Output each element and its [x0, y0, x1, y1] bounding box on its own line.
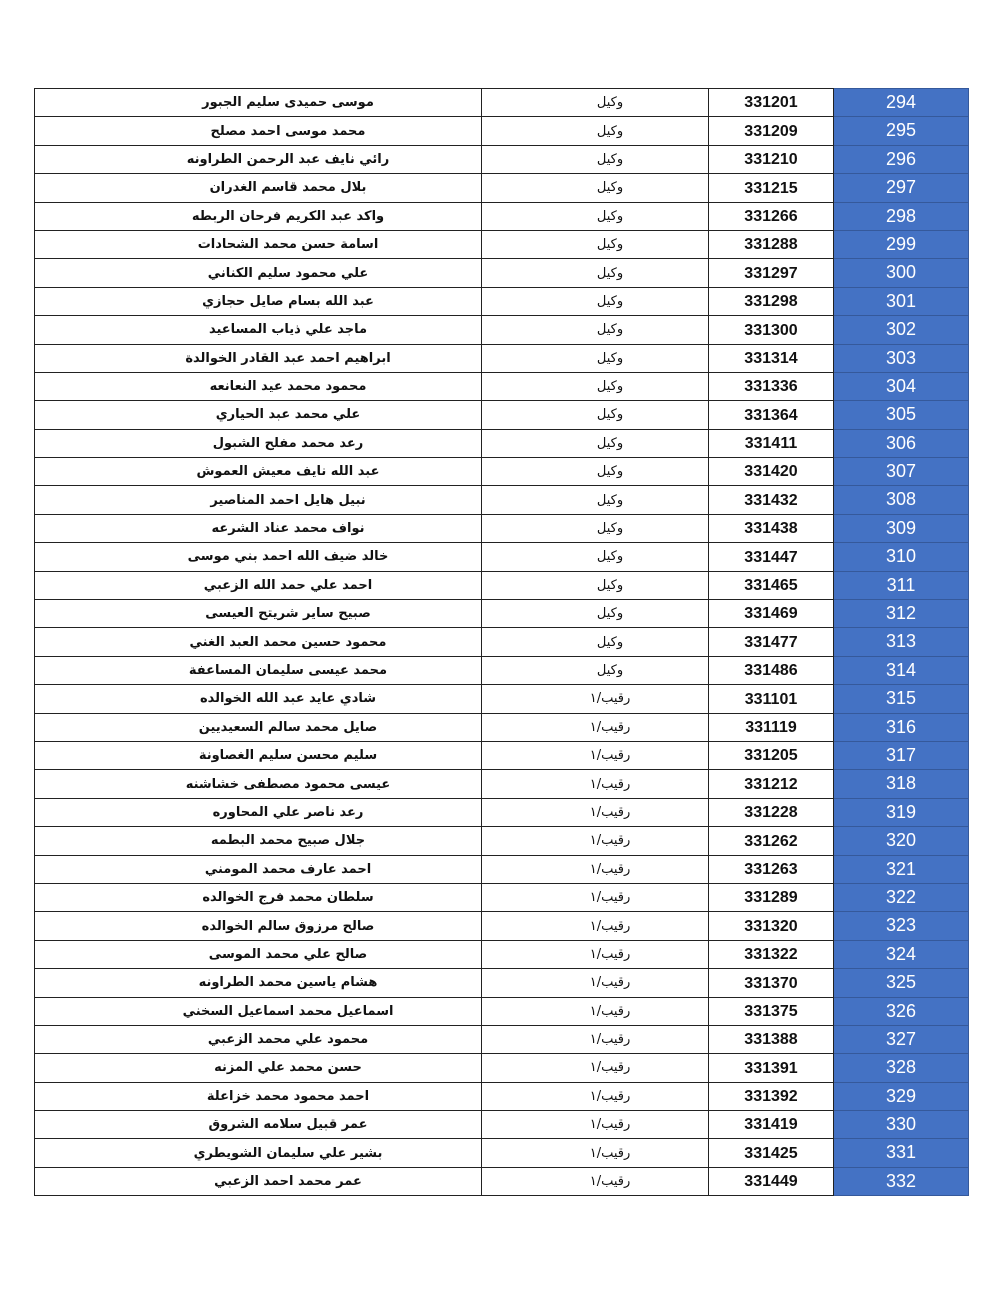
name-cell: صالح علي محمد الموسى — [35, 940, 482, 968]
id-cell: 331322 — [709, 940, 834, 968]
name-cell: سلطان محمد فرج الخوالده — [35, 883, 482, 911]
rank-cell: رقيب/١ — [482, 855, 709, 883]
name-cell: ابراهيم احمد عبد القادر الخوالدة — [35, 344, 482, 372]
id-cell: 331297 — [709, 259, 834, 287]
table-row — [35, 685, 969, 713]
serial-number-cell: 310 — [834, 543, 969, 571]
name-cell: رائي نايف عبد الرحمن الطراونه — [35, 145, 482, 173]
serial-number-cell: 309 — [834, 514, 969, 542]
table-row — [35, 770, 969, 798]
serial-number-cell: 301 — [834, 287, 969, 315]
table-row — [35, 1111, 969, 1139]
id-cell: 331119 — [709, 713, 834, 741]
name-cell: سليم محسن سليم الغصاونة — [35, 741, 482, 769]
serial-number-cell: 321 — [834, 855, 969, 883]
id-cell: 331266 — [709, 202, 834, 230]
rank-cell: وكيل — [482, 429, 709, 457]
id-cell: 331438 — [709, 514, 834, 542]
id-cell: 331210 — [709, 145, 834, 173]
serial-number-cell: 324 — [834, 940, 969, 968]
name-cell: اسامة حسن محمد الشحادات — [35, 230, 482, 258]
serial-number-cell: 319 — [834, 798, 969, 826]
serial-number-cell: 312 — [834, 600, 969, 628]
name-cell: رعد محمد مفلح الشبول — [35, 429, 482, 457]
serial-number-cell: 322 — [834, 883, 969, 911]
rank-cell: رقيب/١ — [482, 685, 709, 713]
rank-cell: وكيل — [482, 628, 709, 656]
table-row — [35, 1167, 969, 1195]
id-cell: 331411 — [709, 429, 834, 457]
id-cell: 331262 — [709, 827, 834, 855]
id-cell: 331364 — [709, 401, 834, 429]
id-cell: 331336 — [709, 372, 834, 400]
rank-cell: رقيب/١ — [482, 827, 709, 855]
rank-cell: رقيب/١ — [482, 741, 709, 769]
table-row — [35, 259, 969, 287]
serial-number-cell: 295 — [834, 117, 969, 145]
rank-cell: وكيل — [482, 117, 709, 145]
id-cell: 331370 — [709, 969, 834, 997]
name-cell: عبد الله بسام صايل حجازي — [35, 287, 482, 315]
name-cell: محمود محمد عيد النعانعه — [35, 372, 482, 400]
name-cell: موسى حميدى سليم الجبور — [35, 89, 482, 117]
name-cell: عمر قبيل سلامه الشروق — [35, 1111, 482, 1139]
rank-cell: وكيل — [482, 344, 709, 372]
table-row — [35, 940, 969, 968]
name-cell: حسن محمد علي المزنه — [35, 1054, 482, 1082]
rank-cell: رقيب/١ — [482, 770, 709, 798]
table-row — [35, 117, 969, 145]
name-cell: صبيح ساير شريتح العيسى — [35, 600, 482, 628]
table-row — [35, 997, 969, 1025]
name-cell: محمد عيسى سليمان المساعفة — [35, 656, 482, 684]
rank-cell: وكيل — [482, 600, 709, 628]
name-cell: علي محمد عبد الحياري — [35, 401, 482, 429]
name-cell: صايل محمد سالم السعيديين — [35, 713, 482, 741]
rank-cell: وكيل — [482, 401, 709, 429]
rank-cell: وكيل — [482, 656, 709, 684]
table-row — [35, 600, 969, 628]
rank-cell: وكيل — [482, 543, 709, 571]
table-row — [35, 145, 969, 173]
rank-cell: وكيل — [482, 486, 709, 514]
id-cell: 331228 — [709, 798, 834, 826]
id-cell: 331288 — [709, 230, 834, 258]
table-row — [35, 798, 969, 826]
name-cell: محمود علي محمد الزعبي — [35, 1025, 482, 1053]
rank-cell: رقيب/١ — [482, 1025, 709, 1053]
id-cell: 331375 — [709, 997, 834, 1025]
serial-number-cell: 327 — [834, 1025, 969, 1053]
table-row — [35, 316, 969, 344]
serial-number-cell: 320 — [834, 827, 969, 855]
rank-cell: رقيب/١ — [482, 912, 709, 940]
serial-number-cell: 331 — [834, 1139, 969, 1167]
serial-number-cell: 329 — [834, 1082, 969, 1110]
id-cell: 331101 — [709, 685, 834, 713]
table-row — [35, 571, 969, 599]
rank-cell: رقيب/١ — [482, 997, 709, 1025]
rank-cell: وكيل — [482, 230, 709, 258]
name-cell: محمود حسين محمد العبد الغني — [35, 628, 482, 656]
name-cell: واكد عبد الكريم فرحان الربطه — [35, 202, 482, 230]
id-cell: 331205 — [709, 741, 834, 769]
rank-cell: وكيل — [482, 259, 709, 287]
rank-cell: وكيل — [482, 514, 709, 542]
table-row — [35, 458, 969, 486]
id-cell: 331486 — [709, 656, 834, 684]
id-cell: 331212 — [709, 770, 834, 798]
serial-number-cell: 326 — [834, 997, 969, 1025]
id-cell: 331447 — [709, 543, 834, 571]
id-cell: 331432 — [709, 486, 834, 514]
rank-cell: وكيل — [482, 571, 709, 599]
name-cell: بشير علي سليمان الشويطري — [35, 1139, 482, 1167]
name-cell: علي محمود سليم الكناني — [35, 259, 482, 287]
rank-cell: رقيب/١ — [482, 940, 709, 968]
id-cell: 331298 — [709, 287, 834, 315]
name-cell: اسماعيل محمد اسماعيل السخني — [35, 997, 482, 1025]
table-row — [35, 912, 969, 940]
name-cell: محمد موسى احمد مصلح — [35, 117, 482, 145]
name-cell: نواف محمد عناد الشرعه — [35, 514, 482, 542]
id-cell: 331289 — [709, 883, 834, 911]
id-cell: 331420 — [709, 458, 834, 486]
rank-cell: رقيب/١ — [482, 1054, 709, 1082]
serial-number-cell: 302 — [834, 316, 969, 344]
serial-number-cell: 306 — [834, 429, 969, 457]
table-row — [35, 827, 969, 855]
rank-cell: رقيب/١ — [482, 969, 709, 997]
serial-number-cell: 294 — [834, 89, 969, 117]
serial-number-cell: 330 — [834, 1111, 969, 1139]
id-cell: 331263 — [709, 855, 834, 883]
serial-number-cell: 303 — [834, 344, 969, 372]
id-cell: 331477 — [709, 628, 834, 656]
name-cell: احمد محمود محمد خزاعلة — [35, 1082, 482, 1110]
name-cell: عيسى محمود مصطفى خشاشنه — [35, 770, 482, 798]
serial-number-cell: 323 — [834, 912, 969, 940]
serial-number-cell: 328 — [834, 1054, 969, 1082]
name-cell: جلال صبيح محمد البطمه — [35, 827, 482, 855]
rank-cell: رقيب/١ — [482, 798, 709, 826]
serial-number-cell: 308 — [834, 486, 969, 514]
id-cell: 331419 — [709, 1111, 834, 1139]
serial-number-cell: 313 — [834, 628, 969, 656]
table-row — [35, 89, 969, 117]
id-cell: 331320 — [709, 912, 834, 940]
rank-cell: وكيل — [482, 372, 709, 400]
rank-cell: رقيب/١ — [482, 883, 709, 911]
table-row — [35, 1082, 969, 1110]
serial-number-cell: 297 — [834, 174, 969, 202]
serial-number-cell: 311 — [834, 571, 969, 599]
table-body — [35, 89, 969, 1196]
rank-cell: وكيل — [482, 89, 709, 117]
table-row — [35, 855, 969, 883]
table-row — [35, 486, 969, 514]
id-cell: 331215 — [709, 174, 834, 202]
id-cell: 331314 — [709, 344, 834, 372]
rank-cell: وكيل — [482, 202, 709, 230]
table-row — [35, 628, 969, 656]
rank-cell: وكيل — [482, 316, 709, 344]
table-row — [35, 543, 969, 571]
table-row — [35, 202, 969, 230]
serial-number-cell: 299 — [834, 230, 969, 258]
name-cell: رعد ناصر علي المحاوره — [35, 798, 482, 826]
id-cell: 331465 — [709, 571, 834, 599]
name-cell: عبد الله نايف معيش العموش — [35, 458, 482, 486]
table-row — [35, 1139, 969, 1167]
serial-number-cell: 318 — [834, 770, 969, 798]
name-cell: شادي عايد عبد الله الخوالده — [35, 685, 482, 713]
table-row — [35, 287, 969, 315]
table-row — [35, 969, 969, 997]
table-row — [35, 656, 969, 684]
personnel-table — [34, 88, 969, 1196]
serial-number-cell: 300 — [834, 259, 969, 287]
id-cell: 331201 — [709, 89, 834, 117]
table-row — [35, 1025, 969, 1053]
serial-number-cell: 298 — [834, 202, 969, 230]
serial-number-cell: 317 — [834, 741, 969, 769]
serial-number-cell: 332 — [834, 1167, 969, 1195]
serial-number-cell: 304 — [834, 372, 969, 400]
table-row — [35, 174, 969, 202]
rank-cell: رقيب/١ — [482, 1082, 709, 1110]
rank-cell: وكيل — [482, 287, 709, 315]
rank-cell: وكيل — [482, 458, 709, 486]
name-cell: هشام ياسين محمد الطراونه — [35, 969, 482, 997]
name-cell: صالح مرزوق سالم الخوالده — [35, 912, 482, 940]
name-cell: بلال محمد قاسم الغدران — [35, 174, 482, 202]
table-row — [35, 713, 969, 741]
table-row — [35, 741, 969, 769]
id-cell: 331391 — [709, 1054, 834, 1082]
table-row — [35, 1054, 969, 1082]
rank-cell: رقيب/١ — [482, 1139, 709, 1167]
id-cell: 331425 — [709, 1139, 834, 1167]
id-cell: 331300 — [709, 316, 834, 344]
name-cell: خالد ضيف الله احمد بني موسى — [35, 543, 482, 571]
table-row — [35, 372, 969, 400]
name-cell: نبيل هايل احمد المناصير — [35, 486, 482, 514]
rank-cell: وكيل — [482, 174, 709, 202]
serial-number-cell: 325 — [834, 969, 969, 997]
rank-cell: وكيل — [482, 145, 709, 173]
rank-cell: رقيب/١ — [482, 1111, 709, 1139]
name-cell: احمد عارف محمد المومني — [35, 855, 482, 883]
id-cell: 331392 — [709, 1082, 834, 1110]
id-cell: 331209 — [709, 117, 834, 145]
table-row — [35, 429, 969, 457]
table-row — [35, 344, 969, 372]
serial-number-cell: 307 — [834, 458, 969, 486]
rank-cell: رقيب/١ — [482, 1167, 709, 1195]
serial-number-cell: 316 — [834, 713, 969, 741]
name-cell: احمد علي حمد الله الزعبي — [35, 571, 482, 599]
serial-number-cell: 305 — [834, 401, 969, 429]
id-cell: 331449 — [709, 1167, 834, 1195]
serial-number-cell: 315 — [834, 685, 969, 713]
id-cell: 331469 — [709, 600, 834, 628]
id-cell: 331388 — [709, 1025, 834, 1053]
table-row — [35, 230, 969, 258]
table-row — [35, 883, 969, 911]
name-cell: ماجد علي ذياب المساعيد — [35, 316, 482, 344]
serial-number-cell: 296 — [834, 145, 969, 173]
table-row — [35, 401, 969, 429]
serial-number-cell: 314 — [834, 656, 969, 684]
table-row — [35, 514, 969, 542]
name-cell: عمر محمد احمد الزعبي — [35, 1167, 482, 1195]
rank-cell: رقيب/١ — [482, 713, 709, 741]
